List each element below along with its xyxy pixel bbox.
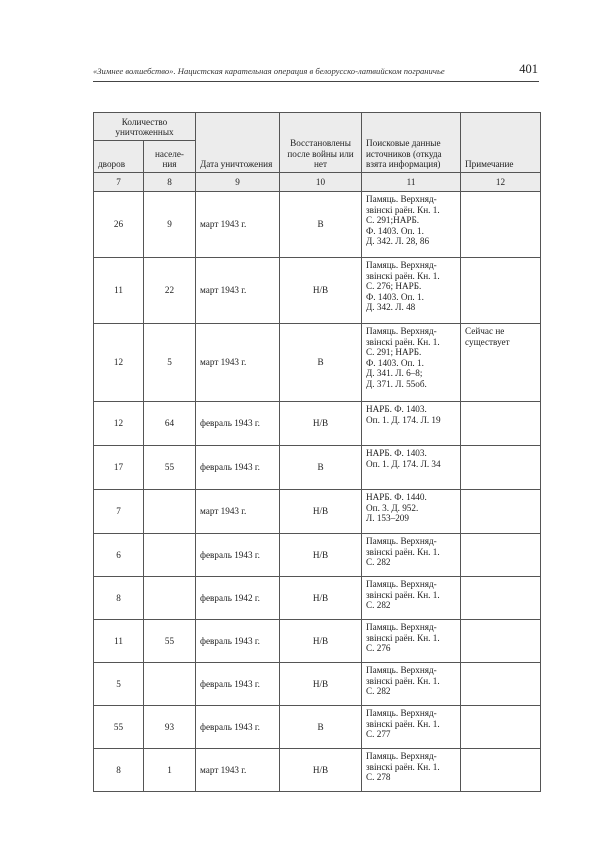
column-number: 9 [196,173,280,192]
source-cell: Памяць. Верхняд- звінскі раён. Кн. 1. С. 277 [362,706,461,749]
source-cell: НАРБ. Ф. 1403. Оп. 1. Д. 174. Л. 19 [362,402,461,446]
households-cell: 17 [94,446,144,490]
source-cell: НАРБ. Ф. 1403. Оп. 1. Д. 174. Л. 34 [362,446,461,490]
population-cell: 55 [144,446,196,490]
households-cell: 7 [94,490,144,534]
table-row [94,534,541,577]
note-cell [461,663,541,706]
restored-cell: Н/В [280,620,362,663]
table-row [94,192,541,258]
date-cell: март 1943 г. [196,324,280,402]
header-restored: Восстановлены после войны или нет [280,113,362,173]
households-cell: 12 [94,324,144,402]
restored-cell: Н/В [280,402,362,446]
population-cell: 64 [144,402,196,446]
table-row [94,402,541,446]
column-number: 12 [461,173,541,192]
date-cell: февраль 1943 г. [196,402,280,446]
population-cell: 1 [144,749,196,792]
table-row [94,620,541,663]
note-cell [461,490,541,534]
date-cell: март 1943 г. [196,749,280,792]
note-cell [461,706,541,749]
header-date: Дата уничтожения [196,113,280,173]
table-row [94,577,541,620]
page-number: 401 [519,62,538,76]
source-cell: Памяць. Верхняд- звінскі раён. Кн. 1. С. 276 [362,620,461,663]
source-cell: Памяць. Верхняд- звінскі раён. Кн. 1. С. 278 [362,749,461,792]
restored-cell: В [280,446,362,490]
households-cell: 11 [94,620,144,663]
table-row [94,490,541,534]
restored-cell: В [280,706,362,749]
date-cell: февраль 1943 г. [196,663,280,706]
source-cell: Памяць. Верхняд- звінскі раён. Кн. 1. С. 282 [362,663,461,706]
restored-cell: Н/В [280,749,362,792]
column-number: 8 [144,173,196,192]
table-row [94,663,541,706]
restored-cell: Н/В [280,258,362,324]
households-cell: 5 [94,663,144,706]
households-cell: 12 [94,402,144,446]
source-cell: Памяць. Верхняд- звінскі раён. Кн. 1. С. 276; НАРБ. Ф. 1403. Оп. 1. Д. 342. Л. 48 [362,258,461,324]
population-cell: 22 [144,258,196,324]
header-rule [93,81,539,82]
households-cell: 8 [94,749,144,792]
column-number: 7 [94,173,144,192]
note-cell [461,402,541,446]
population-cell: 5 [144,324,196,402]
restored-cell: В [280,192,362,258]
source-cell: НАРБ. Ф. 1440. Оп. 3. Д. 952. Л. 153–209 [362,490,461,534]
restored-cell: Н/В [280,534,362,577]
households-cell: 6 [94,534,144,577]
population-cell [144,490,196,534]
destroyed-villages-table [93,112,541,792]
note-cell [461,258,541,324]
table-row [94,706,541,749]
source-cell: Памяць. Верхняд- звінскі раён. Кн. 1. С. 291; НАРБ. Ф. 1403. Оп. 1. Д. 341. Л. 6–8; Д. 371. Л. 55об. [362,324,461,402]
restored-cell: В [280,324,362,402]
date-cell: февраль 1943 г. [196,446,280,490]
population-cell [144,577,196,620]
running-title: «Зимнее волшебство». Нацистская карательная операция в белорусско-латвийском пограничье [93,66,445,76]
header-sources: Поисковые данные источников (откуда взята информация) [362,113,461,173]
date-cell: март 1943 г. [196,490,280,534]
column-number: 10 [280,173,362,192]
note-cell [461,620,541,663]
header-households: дворов [94,141,144,173]
date-cell: март 1943 г. [196,192,280,258]
column-number-row [94,173,541,192]
source-cell: Памяць. Верхняд- звінскі раён. Кн. 1. С. 291;НАРБ. Ф. 1403. Оп. 1. Д. 342. Л. 28, 86 [362,192,461,258]
column-number: 11 [362,173,461,192]
header-destroyed-count: Количество уничтоженных [94,113,196,141]
source-cell: Памяць. Верхняд- звінскі раён. Кн. 1. С. 282 [362,534,461,577]
restored-cell: Н/В [280,490,362,534]
population-cell: 93 [144,706,196,749]
table-row [94,258,541,324]
population-cell [144,534,196,577]
households-cell: 8 [94,577,144,620]
table-row [94,446,541,490]
header-note: Примечание [461,113,541,173]
note-cell [461,577,541,620]
date-cell: март 1943 г. [196,258,280,324]
population-cell [144,663,196,706]
note-cell [461,192,541,258]
note-cell [461,749,541,792]
date-cell: февраль 1943 г. [196,534,280,577]
table-row [94,749,541,792]
source-cell: Памяць. Верхняд- звінскі раён. Кн. 1. С. 282 [362,577,461,620]
date-cell: февраль 1943 г. [196,620,280,663]
table-row [94,324,541,402]
population-cell: 9 [144,192,196,258]
population-cell: 55 [144,620,196,663]
restored-cell: Н/В [280,663,362,706]
date-cell: февраль 1942 г. [196,577,280,620]
households-cell: 26 [94,192,144,258]
note-cell [461,534,541,577]
households-cell: 11 [94,258,144,324]
restored-cell: Н/В [280,577,362,620]
header-population: населе- ния [144,141,196,173]
table-body [94,192,541,792]
date-cell: февраль 1943 г. [196,706,280,749]
note-cell: Сейчас не существует [461,324,541,402]
note-cell [461,446,541,490]
households-cell: 55 [94,706,144,749]
